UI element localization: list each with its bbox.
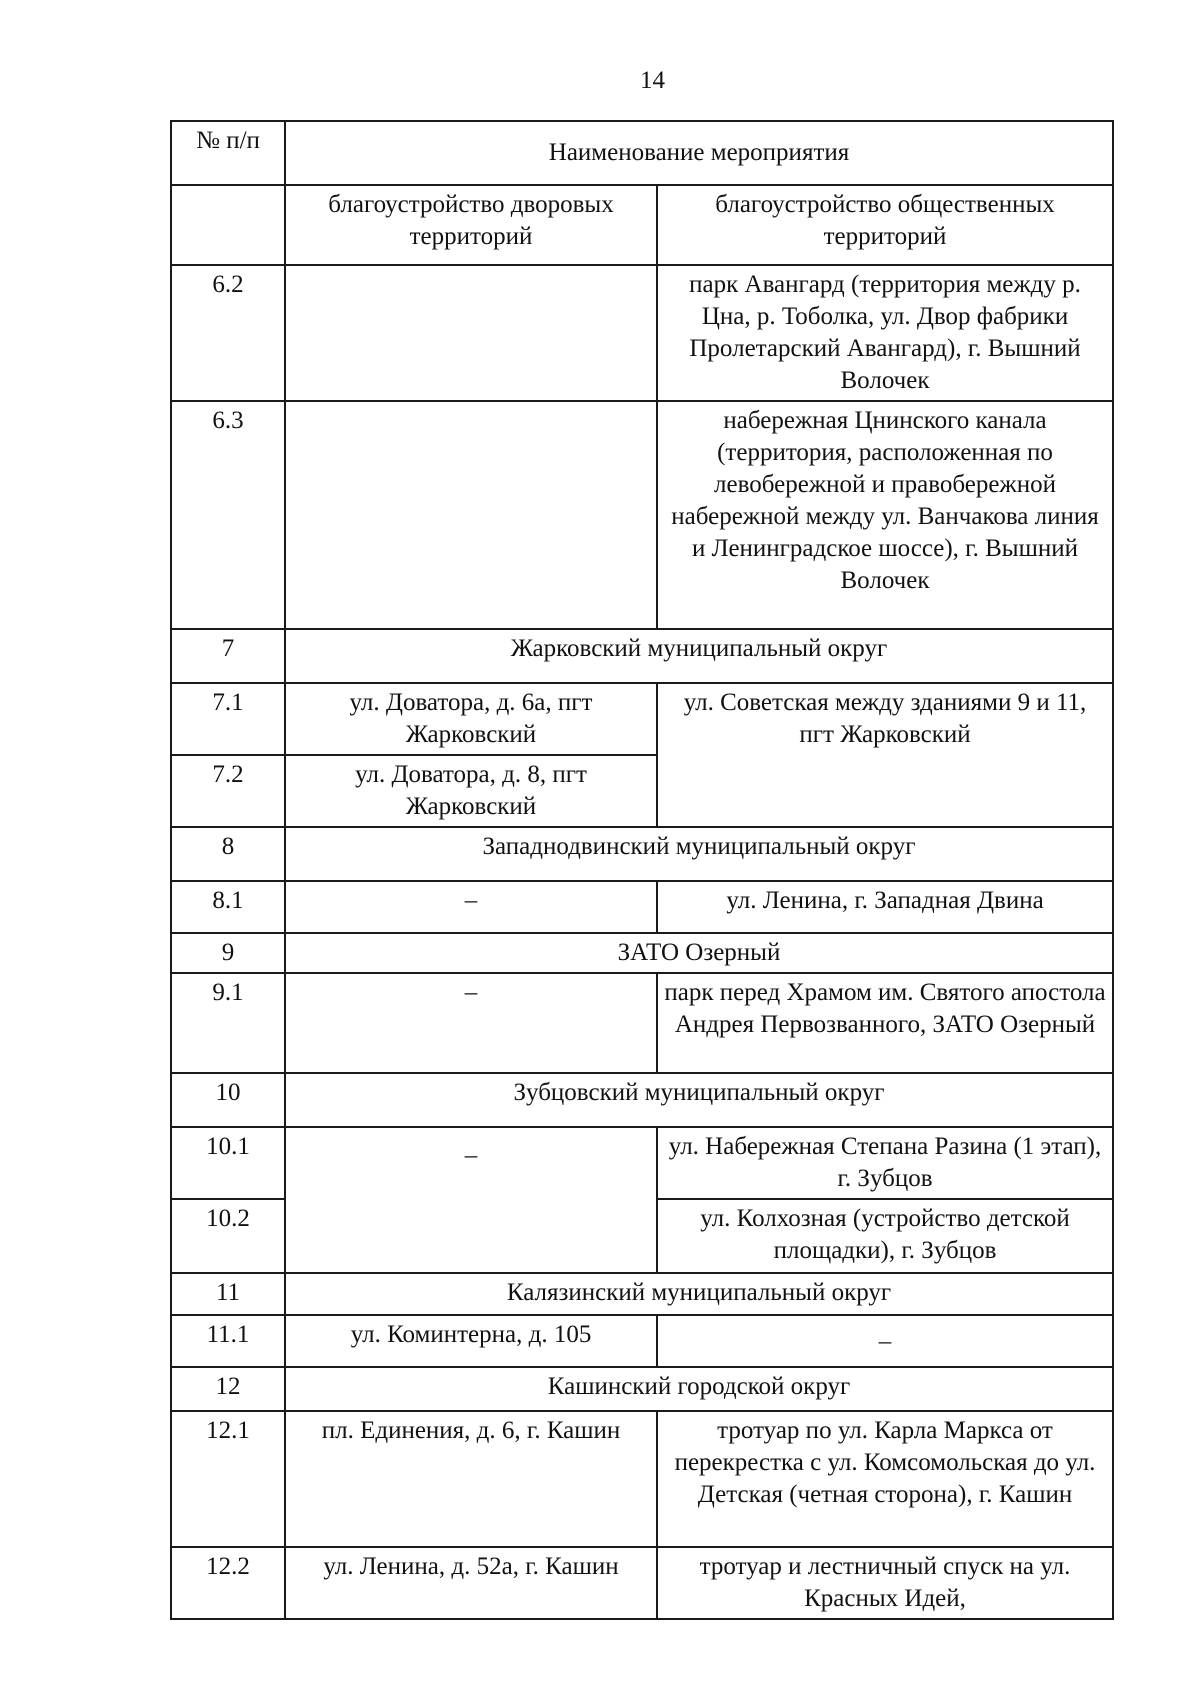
header-yard: благоустройство дворовых территорий (285, 185, 657, 265)
row-number: 8 (171, 827, 285, 881)
yard-cell: пл. Единения, д. 6, г. Кашин (285, 1411, 657, 1547)
row-number: 10 (171, 1073, 285, 1127)
table-row (171, 1411, 1113, 1547)
row-number: 6.3 (171, 401, 285, 629)
row-number: 9.1 (171, 973, 285, 1073)
table-row (171, 1127, 1113, 1199)
table-row (171, 401, 1113, 629)
table-header-row (171, 121, 1113, 185)
section-row (171, 629, 1113, 683)
yard-cell: ул. Коминтерна, д. 105 (285, 1315, 657, 1367)
public-cell: тротуар по ул. Карла Маркса от перекрестка с ул. Комсомольская до ул. Детская (четная сторона), г. Кашин (657, 1411, 1113, 1547)
section-title: Калязинский муниципальный округ (285, 1273, 1113, 1315)
table-row (171, 265, 1113, 401)
header-public: благоустройство общественных территорий (657, 185, 1113, 265)
table-subheader-row (171, 185, 1113, 265)
public-cell: ул. Колхозная (устройство детской площадки), г. Зубцов (657, 1199, 1113, 1273)
yard-cell: – (285, 881, 657, 933)
yard-cell: ул. Доватора, д. 8, пгт Жарковский (285, 755, 657, 827)
table-row (171, 973, 1113, 1073)
section-row (171, 1367, 1113, 1411)
section-row (171, 933, 1113, 973)
public-cell: парк Авангард (территория между р. Цна, р. Тоболка, ул. Двор фабрики Пролетарский Авангард), г. Вышний Волочек (657, 265, 1113, 401)
row-number: 10.1 (171, 1127, 285, 1199)
yard-cell: – (285, 973, 657, 1073)
row-number: 7 (171, 629, 285, 683)
header-num: № п/п (171, 121, 285, 185)
yard-cell: ул. Ленина, д. 52а, г. Кашин (285, 1547, 657, 1619)
header-activity: Наименование мероприятия (285, 121, 1113, 185)
table-row (171, 1547, 1113, 1619)
section-title: Кашинский городской округ (285, 1367, 1113, 1411)
yard-cell (285, 401, 657, 629)
row-number: 8.1 (171, 881, 285, 933)
row-number: 6.2 (171, 265, 285, 401)
public-cell: ул. Ленина, г. Западная Двина (657, 881, 1113, 933)
public-cell: – (657, 1315, 1113, 1367)
header-num-empty (171, 185, 285, 265)
section-row (171, 1073, 1113, 1127)
section-row (171, 827, 1113, 881)
row-number: 10.2 (171, 1199, 285, 1273)
yard-cell: ул. Доватора, д. 6а, пгт Жарковский (285, 683, 657, 755)
row-number: 12 (171, 1367, 285, 1411)
public-cell: ул. Набережная Степана Разина (1 этап), г. Зубцов (657, 1127, 1113, 1199)
yard-cell: – (285, 1127, 657, 1273)
section-title: Зубцовский муниципальный округ (285, 1073, 1113, 1127)
table-row (171, 1315, 1113, 1367)
row-number: 11 (171, 1273, 285, 1315)
section-title: Западнодвинский муниципальный округ (285, 827, 1113, 881)
activities-table (170, 120, 1114, 1620)
public-cell: набережная Цнинского канала (территория, расположенная по левобережной и правобережной набережной между ул. Ванчакова линия и Ленинградское шоссе), г. Вышний Волочек (657, 401, 1113, 629)
row-number: 7.1 (171, 683, 285, 755)
row-number: 11.1 (171, 1315, 285, 1367)
row-number: 7.2 (171, 755, 285, 827)
table-row (171, 683, 1113, 755)
section-title: ЗАТО Озерный (285, 933, 1113, 973)
section-row (171, 1273, 1113, 1315)
page-number: 14 (640, 67, 665, 94)
public-cell: парк перед Храмом им. Святого апостола Андрея Первозванного, ЗАТО Озерный (657, 973, 1113, 1073)
public-cell: ул. Советская между зданиями 9 и 11, пгт Жарковский (657, 683, 1113, 827)
table-row (171, 881, 1113, 933)
section-title: Жарковский муниципальный округ (285, 629, 1113, 683)
yard-cell (285, 265, 657, 401)
public-cell: тротуар и лестничный спуск на ул. Красных Идей, (657, 1547, 1113, 1619)
row-number: 12.2 (171, 1547, 285, 1619)
row-number: 12.1 (171, 1411, 285, 1547)
row-number: 9 (171, 933, 285, 973)
